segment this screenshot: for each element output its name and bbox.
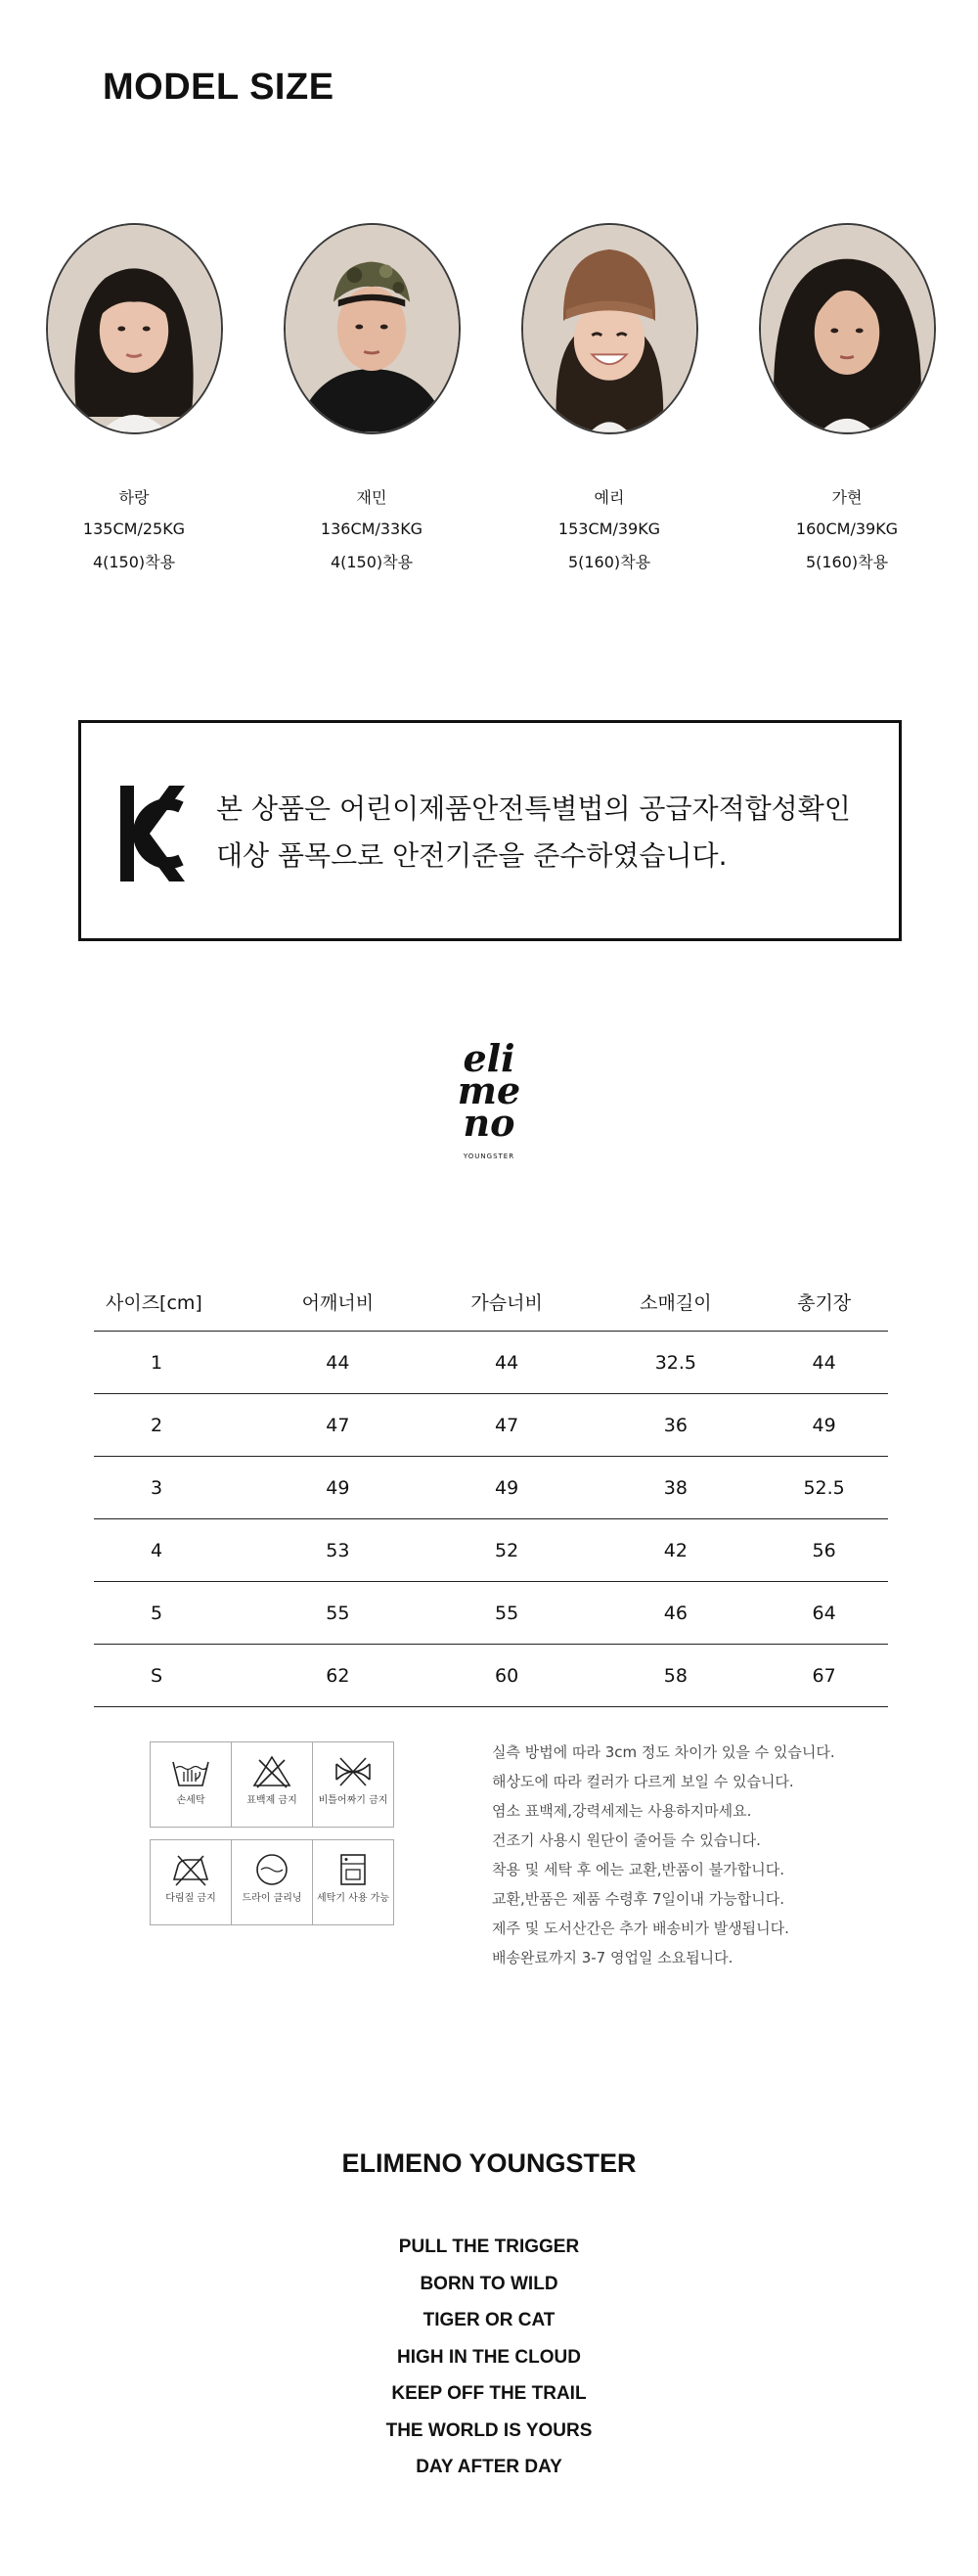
table-row [94, 1645, 888, 1707]
kc-mark-icon [120, 786, 185, 881]
table-cell: 55 [253, 1582, 422, 1645]
model-name: 재민 [356, 488, 387, 507]
hand-wash-icon [170, 1754, 211, 1789]
care-label: 드라이 클리닝 [242, 1893, 302, 1904]
no-wring-icon [333, 1754, 374, 1789]
size-table [94, 1272, 888, 1707]
table-header: 어깨너비 [253, 1272, 422, 1332]
table-cell: 1 [94, 1332, 253, 1394]
table-cell: 38 [592, 1457, 761, 1519]
table-header: 가슴너비 [422, 1272, 592, 1332]
table-cell: 47 [253, 1394, 422, 1457]
model-measurements: 135CM/25KG [82, 520, 186, 538]
table-cell: 62 [253, 1645, 422, 1707]
care-label: 세탁기 사용 가능 [317, 1893, 389, 1904]
brand-logo-line: me [457, 1068, 521, 1112]
model-measurements: 160CM/39KG [795, 520, 899, 538]
care-item [312, 1741, 394, 1828]
care-item [231, 1741, 313, 1828]
care-label: 손세탁 [176, 1795, 205, 1806]
model-measurements: 136CM/33KG [320, 520, 423, 538]
slogan-line: DAY AFTER DAY [416, 2457, 562, 2477]
model-fit: 4(150)착용 [330, 553, 414, 571]
dry-clean-icon [251, 1852, 292, 1887]
slogan-line: THE WORLD IS YOURS [385, 2419, 593, 2441]
table-row [94, 1457, 888, 1519]
table-cell: 49 [760, 1394, 888, 1457]
brand-logo-line: eli [463, 1036, 515, 1080]
note-line: 해상도에 따라 컬러가 다르게 보일 수 있습니다. [492, 1773, 794, 1790]
table-cell: 52 [422, 1519, 592, 1582]
care-icons-grid [150, 1741, 393, 1937]
model-fit: 4(150)착용 [92, 553, 176, 571]
note-line: 실측 방법에 따라 3cm 정도 차이가 있을 수 있습니다. [492, 1743, 835, 1761]
model-size-title: MODEL SIZE [103, 67, 334, 108]
care-label: 표백제 금지 [246, 1795, 297, 1806]
table-cell: 52.5 [760, 1457, 888, 1519]
care-item [231, 1839, 313, 1925]
model-fit: 5(160)착용 [567, 553, 651, 571]
model-card [274, 223, 469, 572]
table-cell: 53 [253, 1519, 422, 1582]
table-cell: 32.5 [592, 1332, 761, 1394]
model-card [36, 223, 232, 572]
note-line: 염소 표백제,강력세제는 사용하지마세요. [492, 1802, 752, 1820]
table-cell: S [94, 1645, 253, 1707]
table-row [94, 1394, 888, 1457]
footer-brand-title: ELIMENO YOUNGSTER [341, 2148, 637, 2178]
model-name: 가현 [831, 488, 863, 507]
table-cell: 3 [94, 1457, 253, 1519]
table-cell: 44 [422, 1332, 592, 1394]
care-label: 비틀어짜기 금지 [318, 1795, 388, 1806]
kc-certification-box [78, 720, 902, 941]
model-name: 하랑 [118, 488, 150, 507]
table-cell: 60 [422, 1645, 592, 1707]
slogan-line: TIGER OR CAT [422, 2310, 556, 2330]
table-cell: 58 [592, 1645, 761, 1707]
table-cell: 42 [592, 1519, 761, 1582]
table-cell: 49 [253, 1457, 422, 1519]
model-portrait [759, 223, 936, 434]
table-cell: 4 [94, 1519, 253, 1582]
note-line: 교환,반품은 제품 수령후 7일이내 가능합니다. [492, 1890, 784, 1908]
model-fit: 5(160)착용 [805, 553, 889, 571]
kc-notice-line: 본 상품은 어린이제품안전특별법의 공급자적합성확인 [216, 792, 851, 825]
machine-wash-icon [333, 1852, 374, 1887]
table-header-row [94, 1272, 888, 1332]
brand-logo-sub: YOUNGSTER [463, 1152, 515, 1160]
table-cell: 36 [592, 1394, 761, 1457]
care-item [150, 1839, 232, 1925]
model-portrait [46, 223, 223, 434]
table-cell: 56 [760, 1519, 888, 1582]
model-measurements: 153CM/39KG [557, 520, 661, 538]
model-card [511, 223, 707, 572]
table-cell: 46 [592, 1582, 761, 1645]
model-name: 예리 [594, 488, 625, 507]
table-cell: 55 [422, 1582, 592, 1645]
table-cell: 47 [422, 1394, 592, 1457]
table-cell: 49 [422, 1457, 592, 1519]
model-portrait [521, 223, 698, 434]
table-header: 사이즈[cm] [94, 1272, 253, 1332]
care-notes [492, 1738, 835, 1972]
table-cell: 44 [253, 1332, 422, 1394]
care-item [312, 1839, 394, 1925]
no-iron-icon [170, 1852, 211, 1887]
model-portrait [284, 223, 461, 434]
note-line: 착용 및 세탁 후 에는 교환,반품이 불가합니다. [492, 1861, 784, 1878]
brand-logo [430, 1027, 548, 1164]
kc-notice-line: 대상 품목으로 안전기준을 준수하였습니다. [216, 839, 728, 872]
model-card [749, 223, 945, 572]
note-line: 건조기 사용시 원단이 줄어들 수 있습니다. [492, 1831, 761, 1849]
table-row [94, 1582, 888, 1645]
brand-logo-line: no [463, 1101, 515, 1145]
note-line: 배송완료까지 3-7 영업일 소요됩니다. [492, 1949, 734, 1966]
table-cell: 67 [760, 1645, 888, 1707]
care-label: 다림질 금지 [165, 1893, 216, 1904]
slogan-line: KEEP OFF THE TRAIL [391, 2383, 587, 2404]
kc-notice-text [216, 786, 851, 880]
slogan-list [0, 2229, 978, 2486]
care-item [150, 1741, 232, 1828]
no-bleach-icon [251, 1754, 292, 1789]
slogan-line: PULL THE TRIGGER [398, 2237, 580, 2257]
table-row [94, 1519, 888, 1582]
table-cell: 64 [760, 1582, 888, 1645]
slogan-line: BORN TO WILD [420, 2273, 558, 2294]
table-row [94, 1332, 888, 1394]
table-header: 총기장 [760, 1272, 888, 1332]
table-cell: 44 [760, 1332, 888, 1394]
table-cell: 5 [94, 1582, 253, 1645]
slogan-line: HIGH IN THE CLOUD [397, 2346, 581, 2368]
note-line: 제주 및 도서산간은 추가 배송비가 발생됩니다. [492, 1920, 789, 1937]
table-cell: 2 [94, 1394, 253, 1457]
table-header: 소매길이 [592, 1272, 761, 1332]
